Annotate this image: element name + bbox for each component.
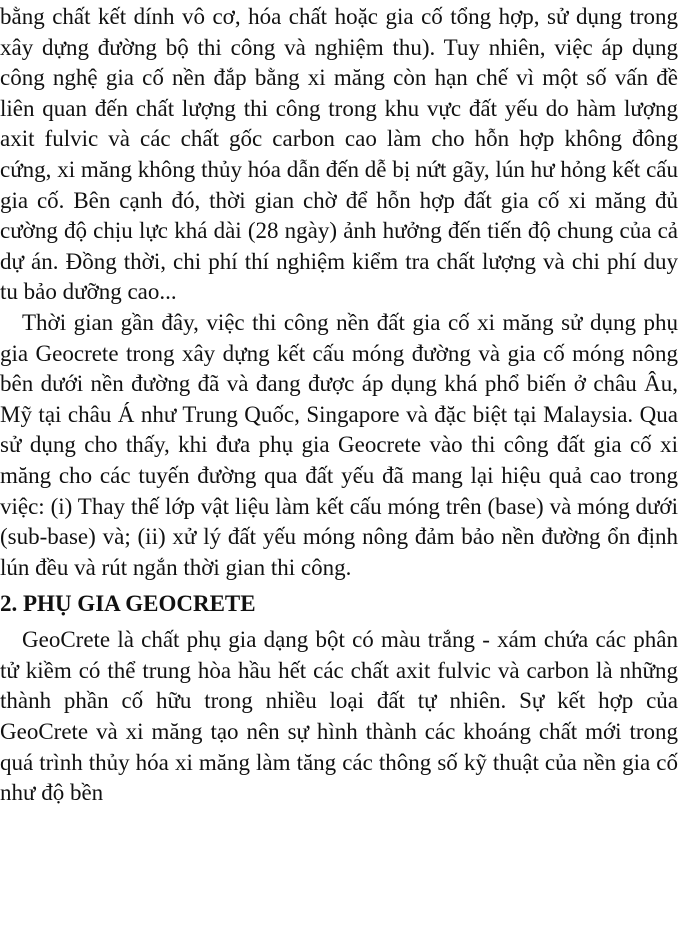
paragraph-geocrete-description: GeoCrete là chất phụ gia dạng bột có màu trắng - xám chứa các phân tử kiềm có thể trung hòa hầu hết các chất axit fulvic và carbon là những thành phần cố hữu trong nhiều loại đất tự nhiên. Sự kết hợp của GeoCrete và xi măng tạo nên sự hình thành các khoáng chất mới trong quá trình thủy hóa xi măng làm tăng các thông số kỹ thuật của nền gia cố như độ bền [0,627,678,806]
section-heading: 2. PHỤ GIA GEOCRETE [0,591,256,617]
paragraph-continuation: bằng chất kết dính vô cơ, hóa chất hoặc gia cố tổng hợp, sử dụng trong xây dựng đường bộ thi công và nghiệm thu). Tuy nhiên, việc áp dụng công nghệ gia cố nền đắp bằng xi măng còn hạn chế vì một số vấn đề liên quan đến chất lượng thi công trong khu vực đất yếu do hàm lượng axit fulvic và các chất gốc carbon cao làm cho hỗn hợp không đông cứng, xi măng không thủy hóa dẫn đến dễ bị nứt gãy, lún hư hỏng kết cấu gia cố. Bên cạnh đó, thời gian chờ để hỗn hợp đất gia cố xi măng đủ cường độ chịu lực khá dài (28 ngày) ảnh hưởng đến tiến độ chung của cả dự án. Đồng thời, chi phí thí nghiệm kiểm tra chất lượng và chi phí duy tu bảo dưỡng cao... [0,4,678,305]
paragraph-geocrete-usage: Thời gian gần đây, việc thi công nền đất gia cố xi măng sử dụng phụ gia Geocrete trong xây dựng kết cấu móng đường và gia cố móng nông bên dưới nền đường đã và đang được áp dụng khá phổ biến ở châu Âu, Mỹ tại châu Á như Trung Quốc, Singapore và đặc biệt tại Malaysia. Qua sử dụng cho thấy, khi đưa phụ gia Geocrete vào thi công đất gia cố xi măng cho các tuyến đường qua đất yếu đã mang lại hiệu quả cao trong việc: (i) Thay thế lớp vật liệu làm kết cấu móng trên (base) và móng dưới (sub-base) và; (ii) xử lý đất yếu móng nông đảm bảo nền đường ổn định lún đều và rút ngắn thời gian thi công. [0,309,678,580]
